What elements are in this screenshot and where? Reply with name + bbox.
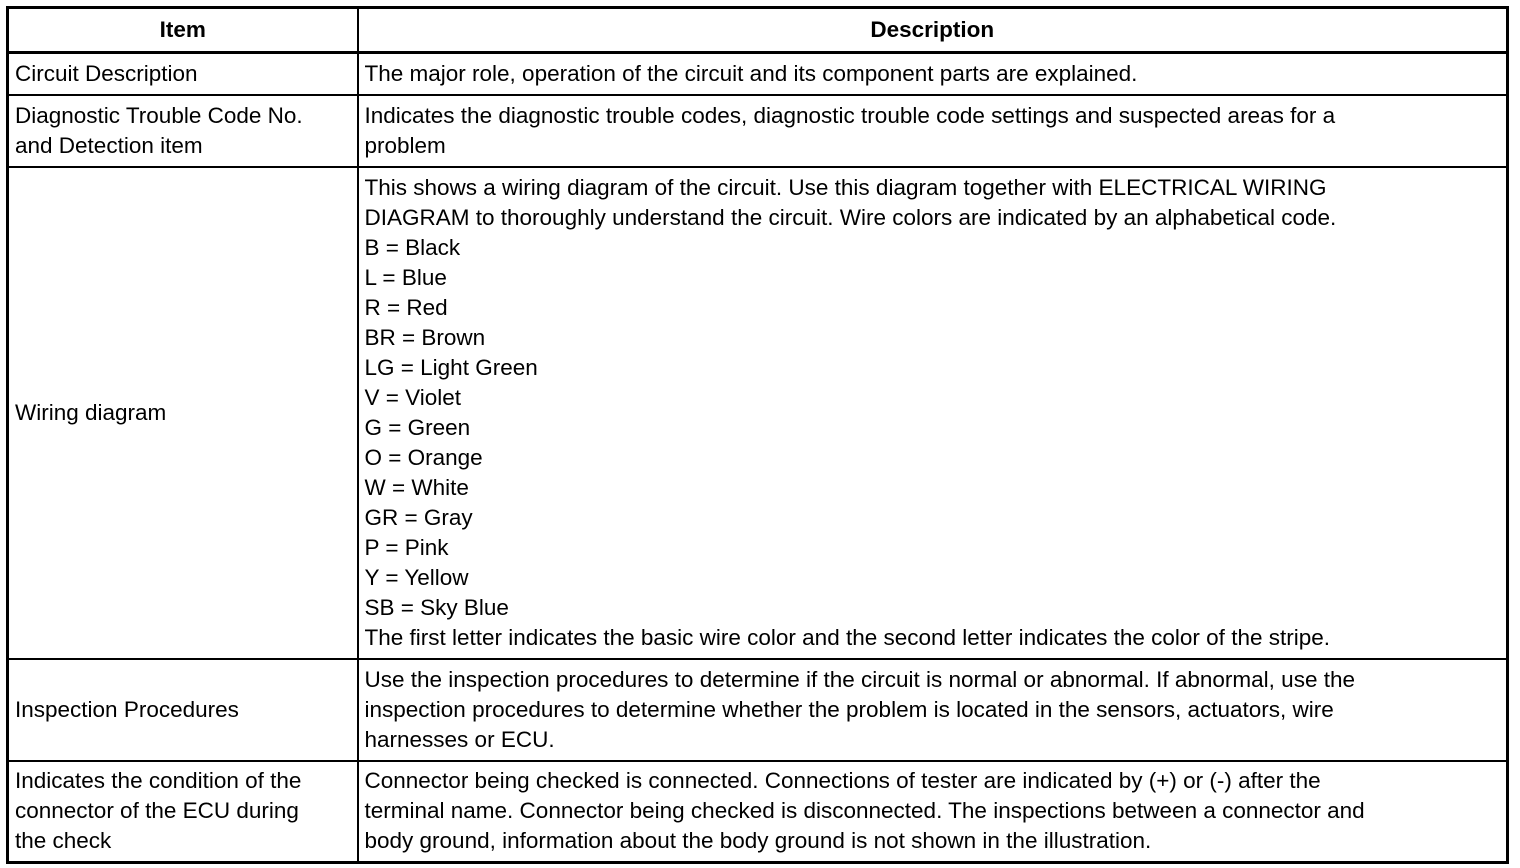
description-line: terminal name. Connector being checked is disconnected. The inspections between a connector and — [364, 798, 1365, 824]
description-line: inspection procedures to determine whether the problem is located in the sensors, actuators, wire — [364, 696, 1334, 722]
item-cell — [8, 659, 358, 761]
description-line: harnesses or ECU. — [364, 726, 555, 752]
description-cell — [358, 167, 1508, 659]
item-text: Wiring diagram — [15, 399, 167, 425]
description-line: This shows a wiring diagram of the circuit. Use this diagram together with ELECTRICAL WIRING — [364, 174, 1327, 200]
wire-color-code: GR = Gray — [364, 504, 473, 530]
header-description: Description — [358, 8, 1508, 53]
description-line: The first letter indicates the basic wire color and the second letter indicates the color of the stripe. — [364, 624, 1330, 650]
table-row — [8, 761, 1508, 863]
description-cell — [358, 659, 1508, 761]
description-cell — [358, 95, 1508, 167]
description-line: Use the inspection procedures to determine if the circuit is normal or abnormal. If abnormal, use the — [364, 666, 1355, 692]
wire-color-code: V = Violet — [364, 384, 462, 410]
item-cell — [8, 167, 358, 659]
table-row — [8, 659, 1508, 761]
description-line: DIAGRAM to thoroughly understand the circuit. Wire colors are indicated by an alphabetical code. — [364, 204, 1337, 230]
wire-color-code: R = Red — [364, 294, 448, 320]
wire-color-code: P = Pink — [364, 534, 449, 560]
description-text: The major role, operation of the circuit and its component parts are explained. — [364, 60, 1138, 86]
description-line: Connector being checked is connected. Connections of tester are indicated by (+) or (-) after the — [364, 768, 1321, 794]
item-text-line: Indicates the condition of the — [15, 768, 302, 794]
table-row — [8, 95, 1508, 167]
item-text-line: Diagnostic Trouble Code No. — [15, 102, 303, 128]
item-text: Inspection Procedures — [15, 696, 239, 722]
item-description-table — [6, 6, 1509, 864]
table-row — [8, 53, 1508, 95]
description-line: problem — [364, 132, 446, 158]
item-text-line: and Detection item — [15, 132, 203, 158]
wire-color-code: Y = Yellow — [364, 564, 469, 590]
header-item: Item — [8, 8, 358, 53]
description-cell — [358, 761, 1508, 863]
description-cell — [358, 53, 1508, 95]
header-row — [8, 8, 1508, 53]
item-text-line: connector of the ECU during — [15, 798, 299, 824]
item-text: Circuit Description — [15, 60, 198, 86]
item-cell — [8, 53, 358, 95]
wire-color-code: L = Blue — [364, 264, 447, 290]
wire-color-code: BR = Brown — [364, 324, 486, 350]
wire-color-code: O = Orange — [364, 444, 483, 470]
description-line: body ground, information about the body ground is not shown in the illustration. — [364, 828, 1152, 854]
description-line: Indicates the diagnostic trouble codes, diagnostic trouble code settings and suspected areas for a — [364, 102, 1336, 128]
wire-color-code: SB = Sky Blue — [364, 594, 509, 620]
wire-color-code: G = Green — [364, 414, 471, 440]
wire-color-code: LG = Light Green — [364, 354, 538, 380]
item-cell — [8, 761, 358, 863]
item-cell — [8, 95, 358, 167]
table-row — [8, 167, 1508, 659]
item-text-line: the check — [15, 828, 112, 854]
wire-color-code: W = White — [364, 474, 469, 500]
wire-color-code: B = Black — [364, 234, 461, 260]
